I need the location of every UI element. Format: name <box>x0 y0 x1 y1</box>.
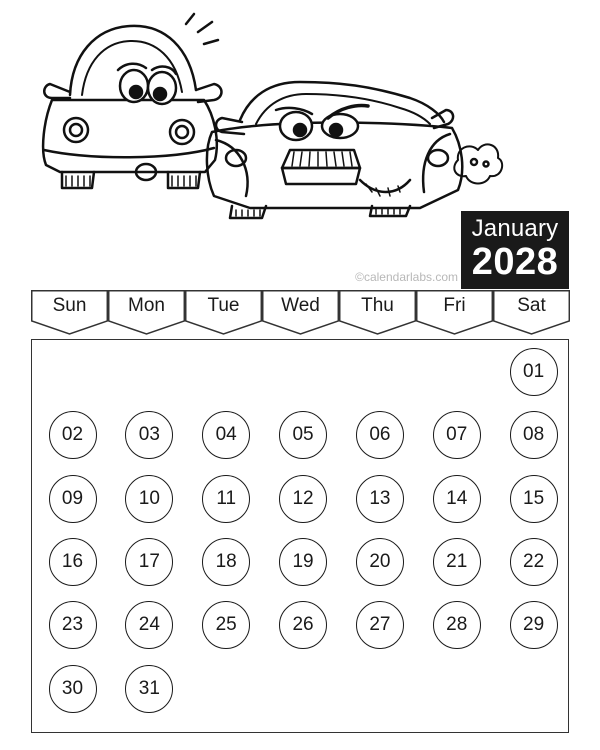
weekday-mon <box>108 290 185 336</box>
calendar-grid <box>31 339 569 733</box>
month-year-banner <box>461 211 569 289</box>
year-title: 2028 <box>471 241 559 283</box>
weekday-wed <box>262 290 339 336</box>
day-cell: 06 <box>356 411 404 459</box>
weekday-tue <box>185 290 262 336</box>
day-cell: 27 <box>356 601 404 649</box>
day-cell: 18 <box>202 538 250 586</box>
weekday-thu <box>339 290 416 336</box>
weekday-header-row <box>31 290 570 336</box>
day-cell: 21 <box>433 538 481 586</box>
watermark: ©calendarlabs.com <box>355 270 458 284</box>
day-cell: 17 <box>125 538 173 586</box>
day-cell: 13 <box>356 475 404 523</box>
day-cell: 02 <box>49 411 97 459</box>
day-cell: 05 <box>279 411 327 459</box>
day-cell: 04 <box>202 411 250 459</box>
weekday-fri <box>416 290 493 336</box>
day-cell: 24 <box>125 601 173 649</box>
day-cell: 09 <box>49 475 97 523</box>
day-cell: 31 <box>125 665 173 713</box>
weekday-sun <box>31 290 108 336</box>
left-car-illustration <box>43 14 221 188</box>
day-cell: 10 <box>125 475 173 523</box>
day-cell: 15 <box>510 475 558 523</box>
day-cell: 26 <box>279 601 327 649</box>
day-cell: 16 <box>49 538 97 586</box>
day-cell: 11 <box>202 475 250 523</box>
day-cell: 29 <box>510 601 558 649</box>
right-car-illustration <box>207 82 502 218</box>
day-cell: 08 <box>510 411 558 459</box>
day-cell: 23 <box>49 601 97 649</box>
day-cell: 03 <box>125 411 173 459</box>
weekday-label: Fri <box>443 295 466 316</box>
weekday-label: Mon <box>128 295 165 316</box>
day-cell: 20 <box>356 538 404 586</box>
day-cell: 30 <box>49 665 97 713</box>
month-title: January <box>471 215 559 242</box>
day-cell: 14 <box>433 475 481 523</box>
weekday-label: Thu <box>361 295 394 316</box>
day-cell: 07 <box>433 411 481 459</box>
weekday-label: Tue <box>207 295 240 316</box>
day-cell: 12 <box>279 475 327 523</box>
weekday-label: Wed <box>281 295 320 316</box>
day-cell: 25 <box>202 601 250 649</box>
weekday-label: Sun <box>52 295 87 316</box>
day-cell: 22 <box>510 538 558 586</box>
day-cell: 19 <box>279 538 327 586</box>
weekday-sat <box>493 290 570 336</box>
day-cell: 28 <box>433 601 481 649</box>
day-cell: 01 <box>510 348 558 396</box>
weekday-label: Sat <box>517 295 546 316</box>
